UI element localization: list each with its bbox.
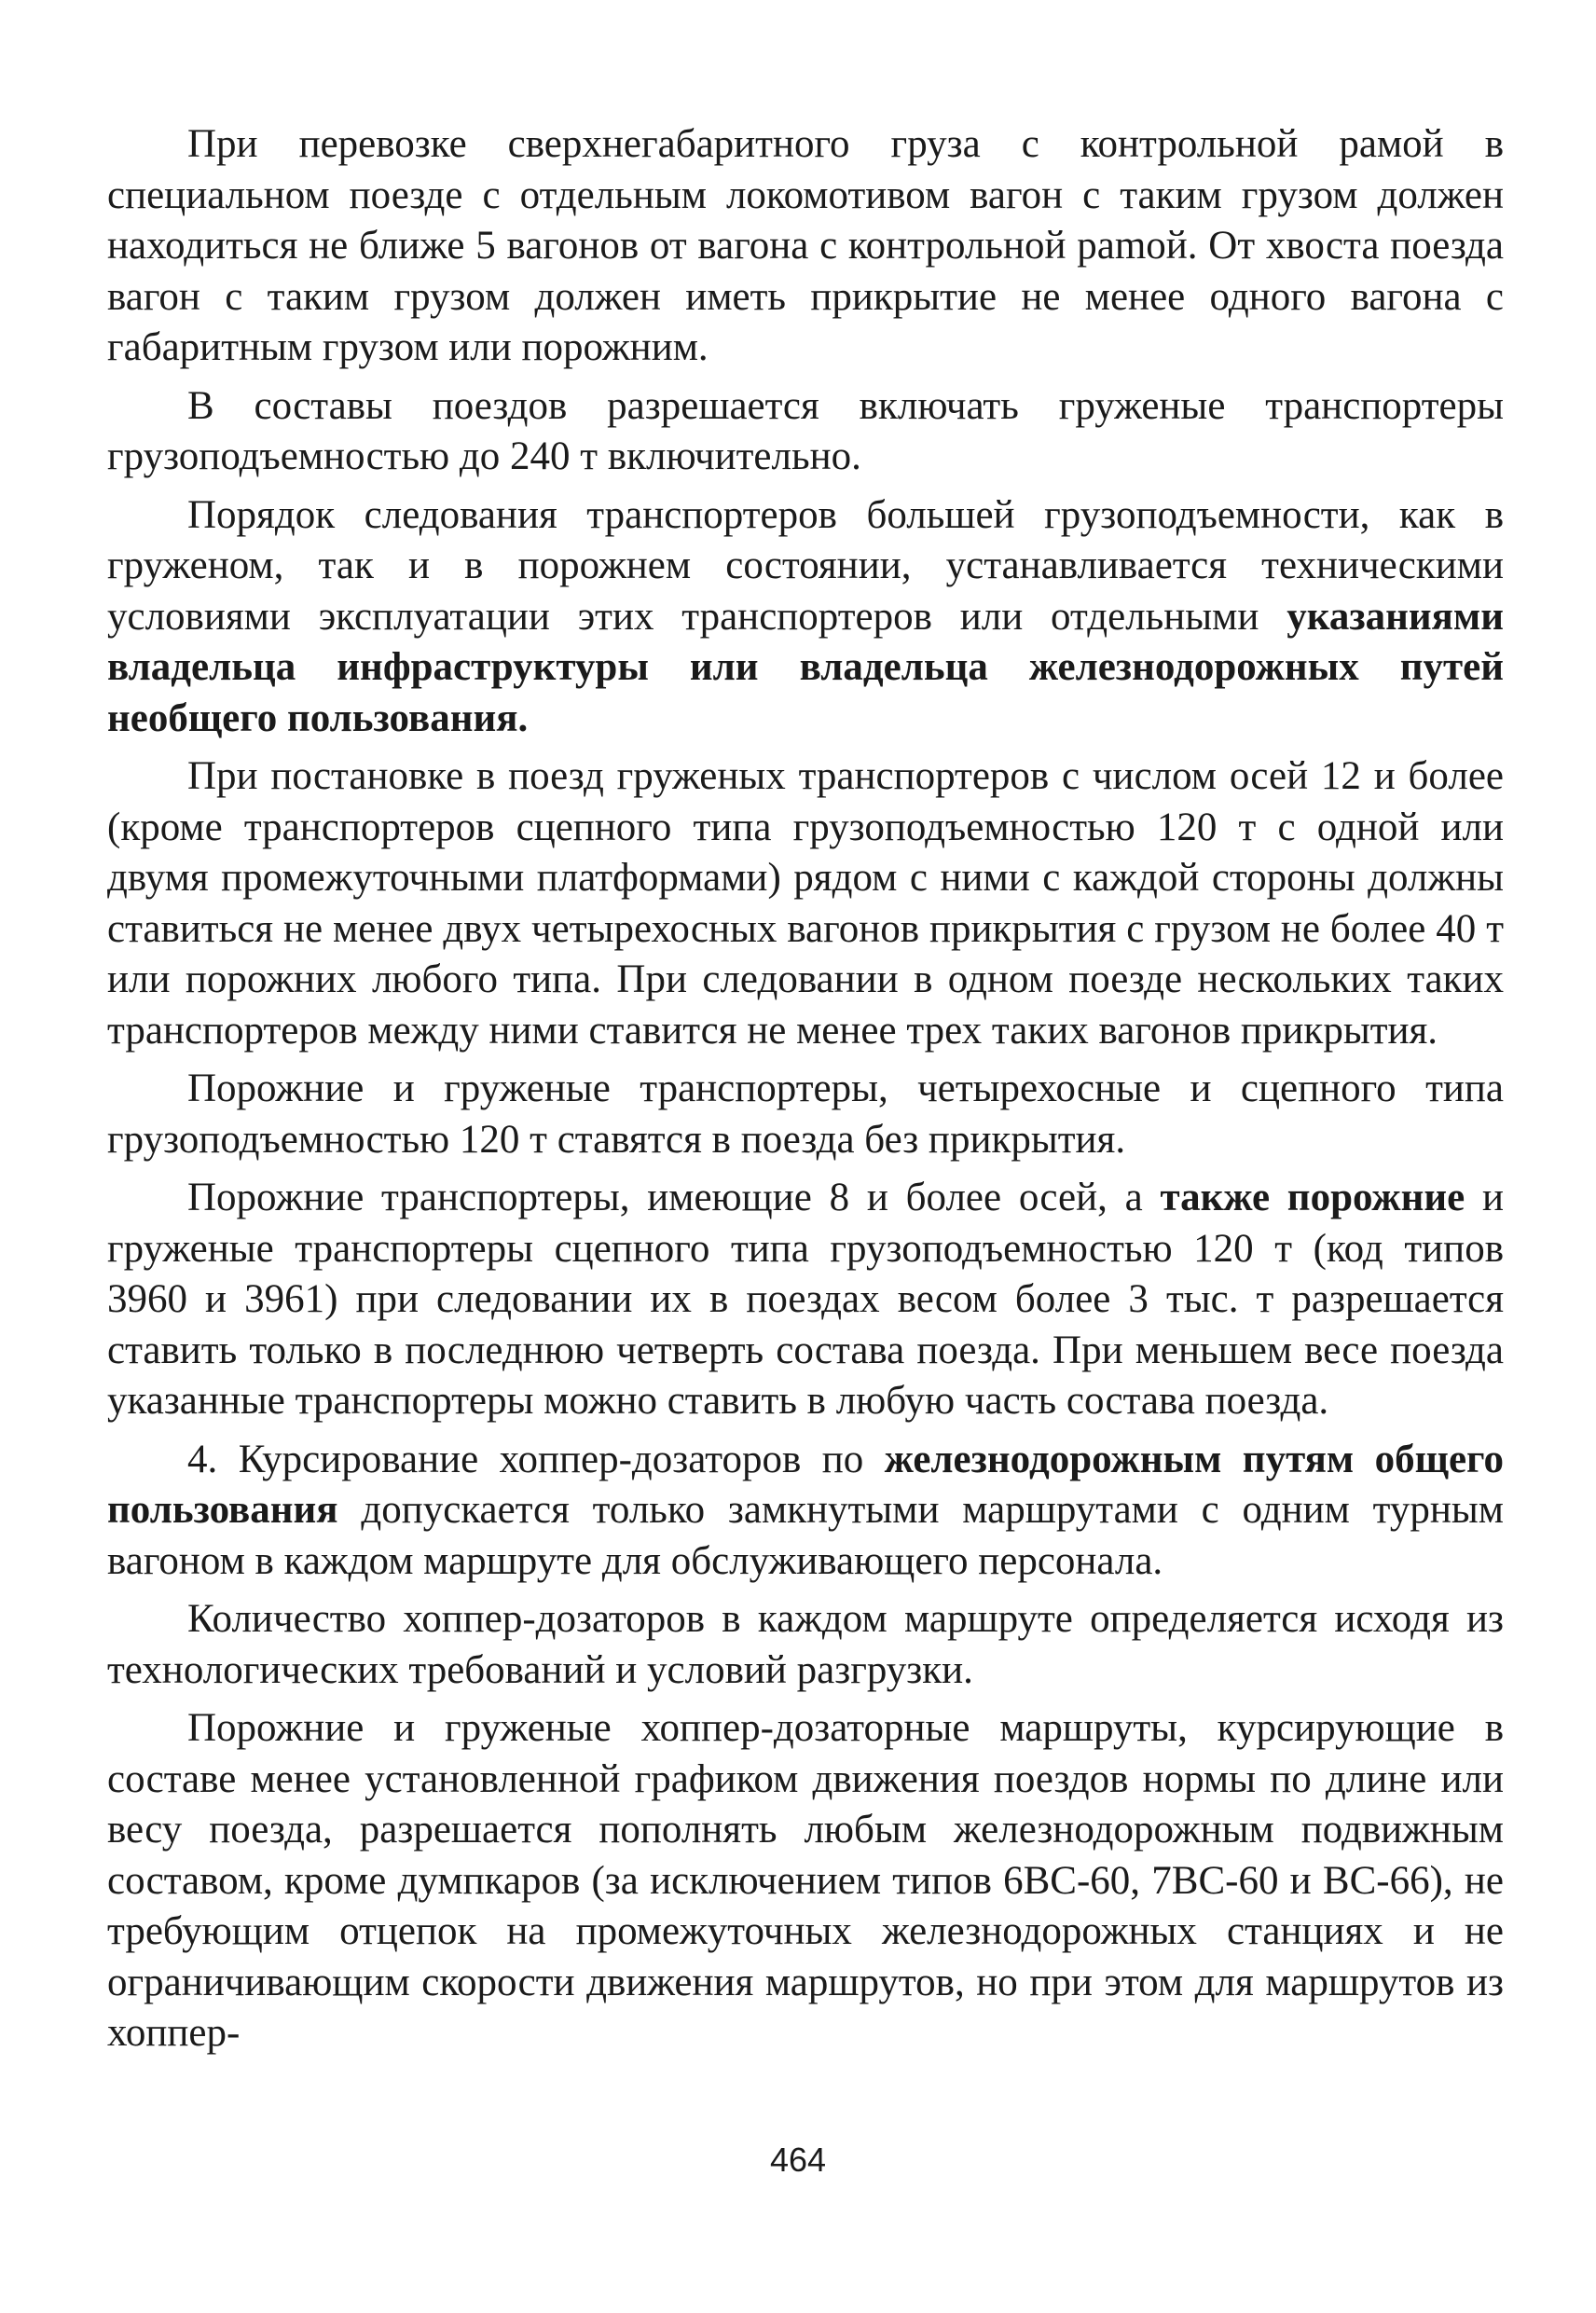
text-run: Порожние транспортеры, имеющие 8 и более осей, а [187,1176,1161,1219]
text-run: Порожние и груженые транспортеры, четырехосные и сцепного типа грузоподъемностью 120 т ставятся в поезда без прикрытия. [107,1067,1504,1162]
text-run: допускается только замкнутыми маршрутами с одним турным вагоном в каждом маршруте для обслуживающего персонала. [107,1488,1504,1583]
page-number: 464 [769,2141,827,2179]
paragraph-4 [107,751,1504,1056]
text-run: Порядок следования транспортеров большей грузоподъемности, как в груженом, так и в порожнем состоянии, устанавливается техническими условиями эксплуатации этих транспортеров или отдельными [107,492,1504,639]
bold-text-run: указаниями владельца инфраструктуры или владельца железнодорожных путей необщего пользования. [107,594,1504,740]
text-run: 4. Курсирование хоппер-дозаторов по [187,1437,885,1481]
bold-text-run: железнодорожным путям общего пользования [107,1437,1504,1532]
paragraph-7 [107,1435,1504,1588]
text-run: В составы поездов разрешается включать груженые транспортеры грузоподъемностью до 240 т включительно. [107,383,1504,478]
text-run: При перевозке сверхнегабаритного груза с контрольной рамой в специальном поезде с отдельным локомотивом вагон с таким грузом должен находиться не ближе 5 вагонов от вагона с контрольной раmой. От хвоста поезда вагон с таким грузом должен иметь прикрытие не менее одного вагона с габаритным грузом или порожним. [107,122,1504,369]
paragraph-2 [107,381,1504,483]
text-run: При постановке в поезд груженых транспортеров с числом осей 12 и более (кроме транспортеров сцепного типа грузоподъемностью 120 т с одной или двумя промежуточными платформами) рядом с ними с каждой стороны должны ставиться не менее двух четырехосных вагонов прикрытия с грузом не более 40 т или порожних любого типа. При следовании в одном поезде нескольких таких транспортеров между ними ставится не менее трех таких вагонов прикрытия. [107,754,1504,1053]
paragraph-1 [107,119,1504,374]
text-run: Количество хоппер-дозаторов в каждом маршруте определяется исходя из технологических требований и условий разгрузки. [107,1597,1504,1692]
paragraph-5 [107,1064,1504,1165]
page-body [107,119,1504,2067]
text-run: и груженые транспортеры сцепного типа грузоподъемностью 120 т (код типов 3960 и 3961) при следовании их в поездах весом более 3 тыс. т разрешается ставить только в последнюю четверть состава поезда. При меньшем весе поезда указанные транспортеры можно ставить в любую часть состава поезда. [107,1176,1505,1423]
text-run: Порожние и груженые хоппер-дозаторные маршруты, курсирующие в составе менее установленной графиком движения поездов нормы по длине или весу поезда, разрешается пополнять любым железнодорожным подвижным составом, кроме думпкаров (за исключением типов 6ВС-60, 7ВС-60 и ВС-66), не требующим отцепок на промежуточных железнодорожных станциях и не ограничивающим скорости движения маршрутов, но при этом для маршрутов из хоппер- [107,1706,1504,2055]
paragraph-3 [107,490,1504,745]
paragraph-9 [107,1703,1504,2059]
paragraph-8 [107,1594,1504,1696]
bold-text-run: также порожние [1160,1176,1465,1219]
paragraph-6 [107,1173,1504,1427]
